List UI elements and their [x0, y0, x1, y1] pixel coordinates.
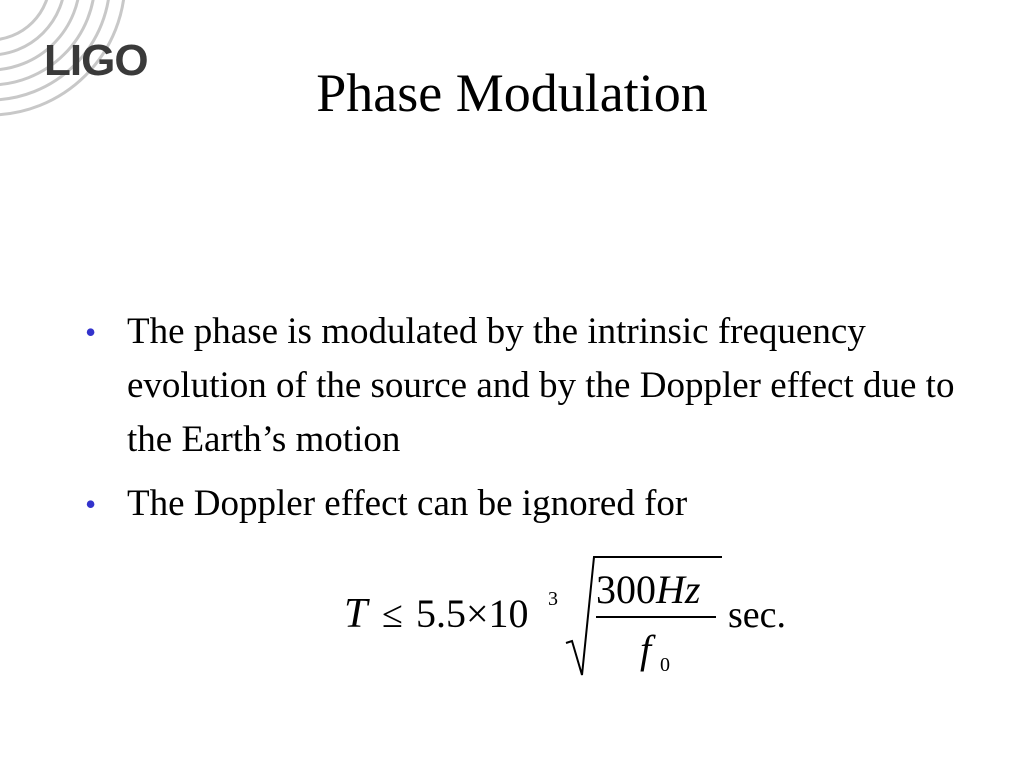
ligo-logo: LIGO — [44, 36, 148, 85]
exponent: 3 — [548, 588, 558, 610]
bullet-dot-icon: • — [85, 314, 97, 350]
phase-integral-equation — [0, 140, 1024, 280]
numerator-300: 300 — [596, 567, 656, 612]
denominator-subscript: 0 — [660, 654, 670, 676]
coefficient: 5.5×10 — [416, 591, 529, 636]
T-symbol: T — [344, 591, 368, 637]
bullet-item — [85, 305, 985, 467]
slide-title: Phase Modulation — [316, 63, 708, 123]
bullet-text: The Doppler effect can be ignored for — [127, 483, 688, 524]
bullet-list — [85, 305, 985, 541]
numerator-hz: Hz — [656, 567, 701, 612]
unit-sec: sec. — [728, 594, 787, 636]
leq-sign: ≤ — [382, 594, 403, 636]
bullet-item — [85, 477, 985, 531]
denominator-f: f — [640, 627, 652, 672]
doppler-time-limit-equation — [0, 545, 1024, 685]
bullet-dot-icon: • — [85, 486, 97, 522]
bullet-text: The phase is modulated by the intrinsic frequency evolution of the source and by the Doppler effect due to the Earth’s motion — [127, 311, 955, 460]
